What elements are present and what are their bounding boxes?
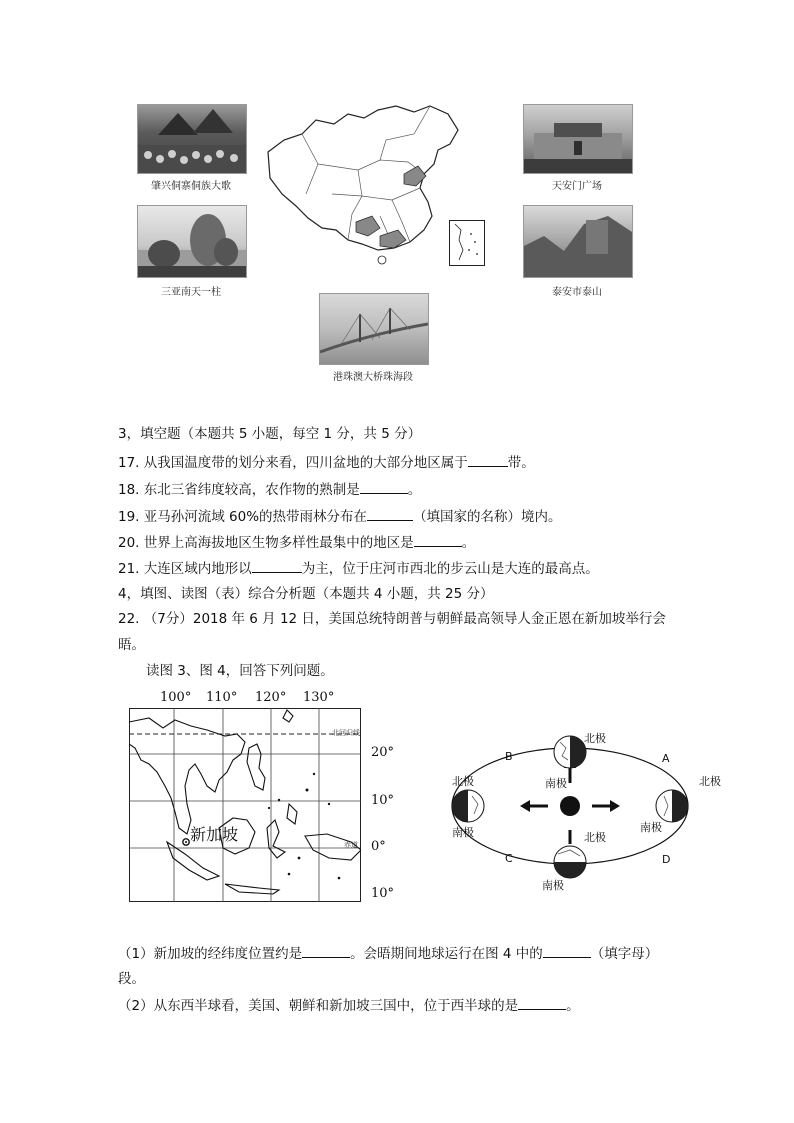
q18-text: 18. 东北三省纬度较高，农作物的熟制是 [118,482,360,498]
top-south-pole-label: 南极 [545,777,567,790]
photo-dong-song-art [138,105,246,173]
photo-dong-song [137,104,247,174]
photo-sanya-pillar [137,205,247,278]
question-21 [118,558,599,579]
subquestion-2 [118,995,580,1016]
q19-answer-blank[interactable] [367,506,413,521]
section4-heading: 4，填图、读图（表）综合分析题（本题共 4 小题，共 25 分） [118,586,494,602]
subq1-mid: 。会晤期间地球运行在图 4 中的 [350,946,543,962]
singapore-label: 新加坡 [190,825,239,844]
segment-label-d: D [662,853,671,866]
lat-label-20n: 20° [371,745,395,760]
q18-text-end: 。 [407,482,422,498]
photo-tiananmen [523,104,633,174]
earth-right [656,790,688,822]
q20-text-end: 。 [461,535,476,551]
photo-tiananmen-art [524,105,632,173]
question-19 [118,506,562,527]
q20-text: 20. 世界上高海拔地区生物多样性最集中的地区是 [118,535,414,551]
photo-hzmb-bridge [319,293,429,365]
question-20 [118,532,475,553]
southeast-asia-map [129,708,361,902]
q21-text: 21. 大连区域内地形以 [118,561,252,577]
lon-label-130: 130° [303,690,335,705]
earth-orbit-diagram [440,728,700,898]
sun [560,796,580,816]
segment-label-b: B [505,750,513,763]
subq1-text: （1）新加坡的经纬度位置约是 [118,946,303,962]
q17-text: 17. 从我国温度带的划分来看，四川盆地的大部分地区属于 [118,455,468,471]
question-18 [118,479,421,500]
top-north-pole-label: 北极 [584,732,606,745]
figure-instruction: 读图 3、图 4，回答下列问题。 [146,663,334,679]
question-22-line1: 22. （7分）2018 年 6 月 12 日，美国总统特朗普与朝鲜最高领导人金正恩在新加坡举行会 [118,611,666,627]
earth-bottom [554,846,586,878]
caption-dong-song: 肇兴侗寨侗族大歌 [151,181,231,192]
photo-hzmb-bridge-art [320,294,428,364]
q21-answer-blank[interactable] [252,558,302,573]
right-north-pole-label: 北极 [699,775,721,788]
earth-top [554,736,586,768]
q18-answer-blank[interactable] [360,479,408,494]
equator-label: 赤道 [344,841,358,849]
subq1-end: （填字母） [590,946,659,962]
caption-mount-tai: 泰安市泰山 [552,287,602,298]
subq2-answer-blank[interactable] [518,995,566,1010]
q17-text-end: 带。 [507,455,535,471]
lat-label-10n: 10° [371,793,395,808]
bottom-north-pole-label: 北极 [584,831,606,844]
question-22-line2: 晤。 [118,637,145,653]
q17-answer-blank[interactable] [468,452,508,467]
q21-text-end: 为主，位于庄河市西北的步云山是大连的最高点。 [301,561,599,577]
left-north-pole-label: 北极 [452,775,474,788]
q20-answer-blank[interactable] [414,532,462,547]
lat-label-0: 0° [371,839,386,854]
south-china-sea-inset [449,220,485,266]
q19-text-end: （填国家的名称）境内。 [413,509,562,525]
photo-mount-tai-art [524,206,632,277]
section3-heading: 3，填空题（本题共 5 小题，每空 1 分，共 5 分） [118,426,422,442]
question-17 [118,452,535,473]
right-south-pole-label: 南极 [640,821,662,834]
hainan-island [378,256,386,264]
lon-label-100: 100° [160,690,192,705]
subq2-end: 。 [566,998,580,1014]
caption-hzmb-bridge: 港珠澳大桥珠海段 [333,372,413,383]
subq1-blank-coordinates[interactable] [302,943,350,958]
lat-label-10s: 10° [371,886,395,901]
segment-label-a: A [662,752,670,765]
subq2-text: （2）从东西半球看，美国、朝鲜和新加坡三国中，位于西半球的是 [118,998,519,1014]
lon-label-110: 110° [206,690,238,705]
photo-sanya-pillar-art [138,206,246,277]
segment-label-c: C [505,852,513,865]
subquestion-1-line2: 段。 [118,971,145,987]
bottom-south-pole-label: 南极 [542,879,564,892]
caption-sanya-pillar: 三亚南天一柱 [161,287,221,298]
q19-text: 19. 亚马孙河流域 60%的热带雨林分布在 [118,509,368,525]
caption-tiananmen: 天安门广场 [552,181,602,192]
subquestion-1 [118,943,658,964]
subq1-blank-segment[interactable] [543,943,591,958]
tropic-of-cancer-label: 北回归线 [332,729,360,737]
photo-mount-tai [523,205,633,278]
left-south-pole-label: 南极 [452,826,474,839]
lon-label-120: 120° [255,690,287,705]
earth-left [452,790,484,822]
